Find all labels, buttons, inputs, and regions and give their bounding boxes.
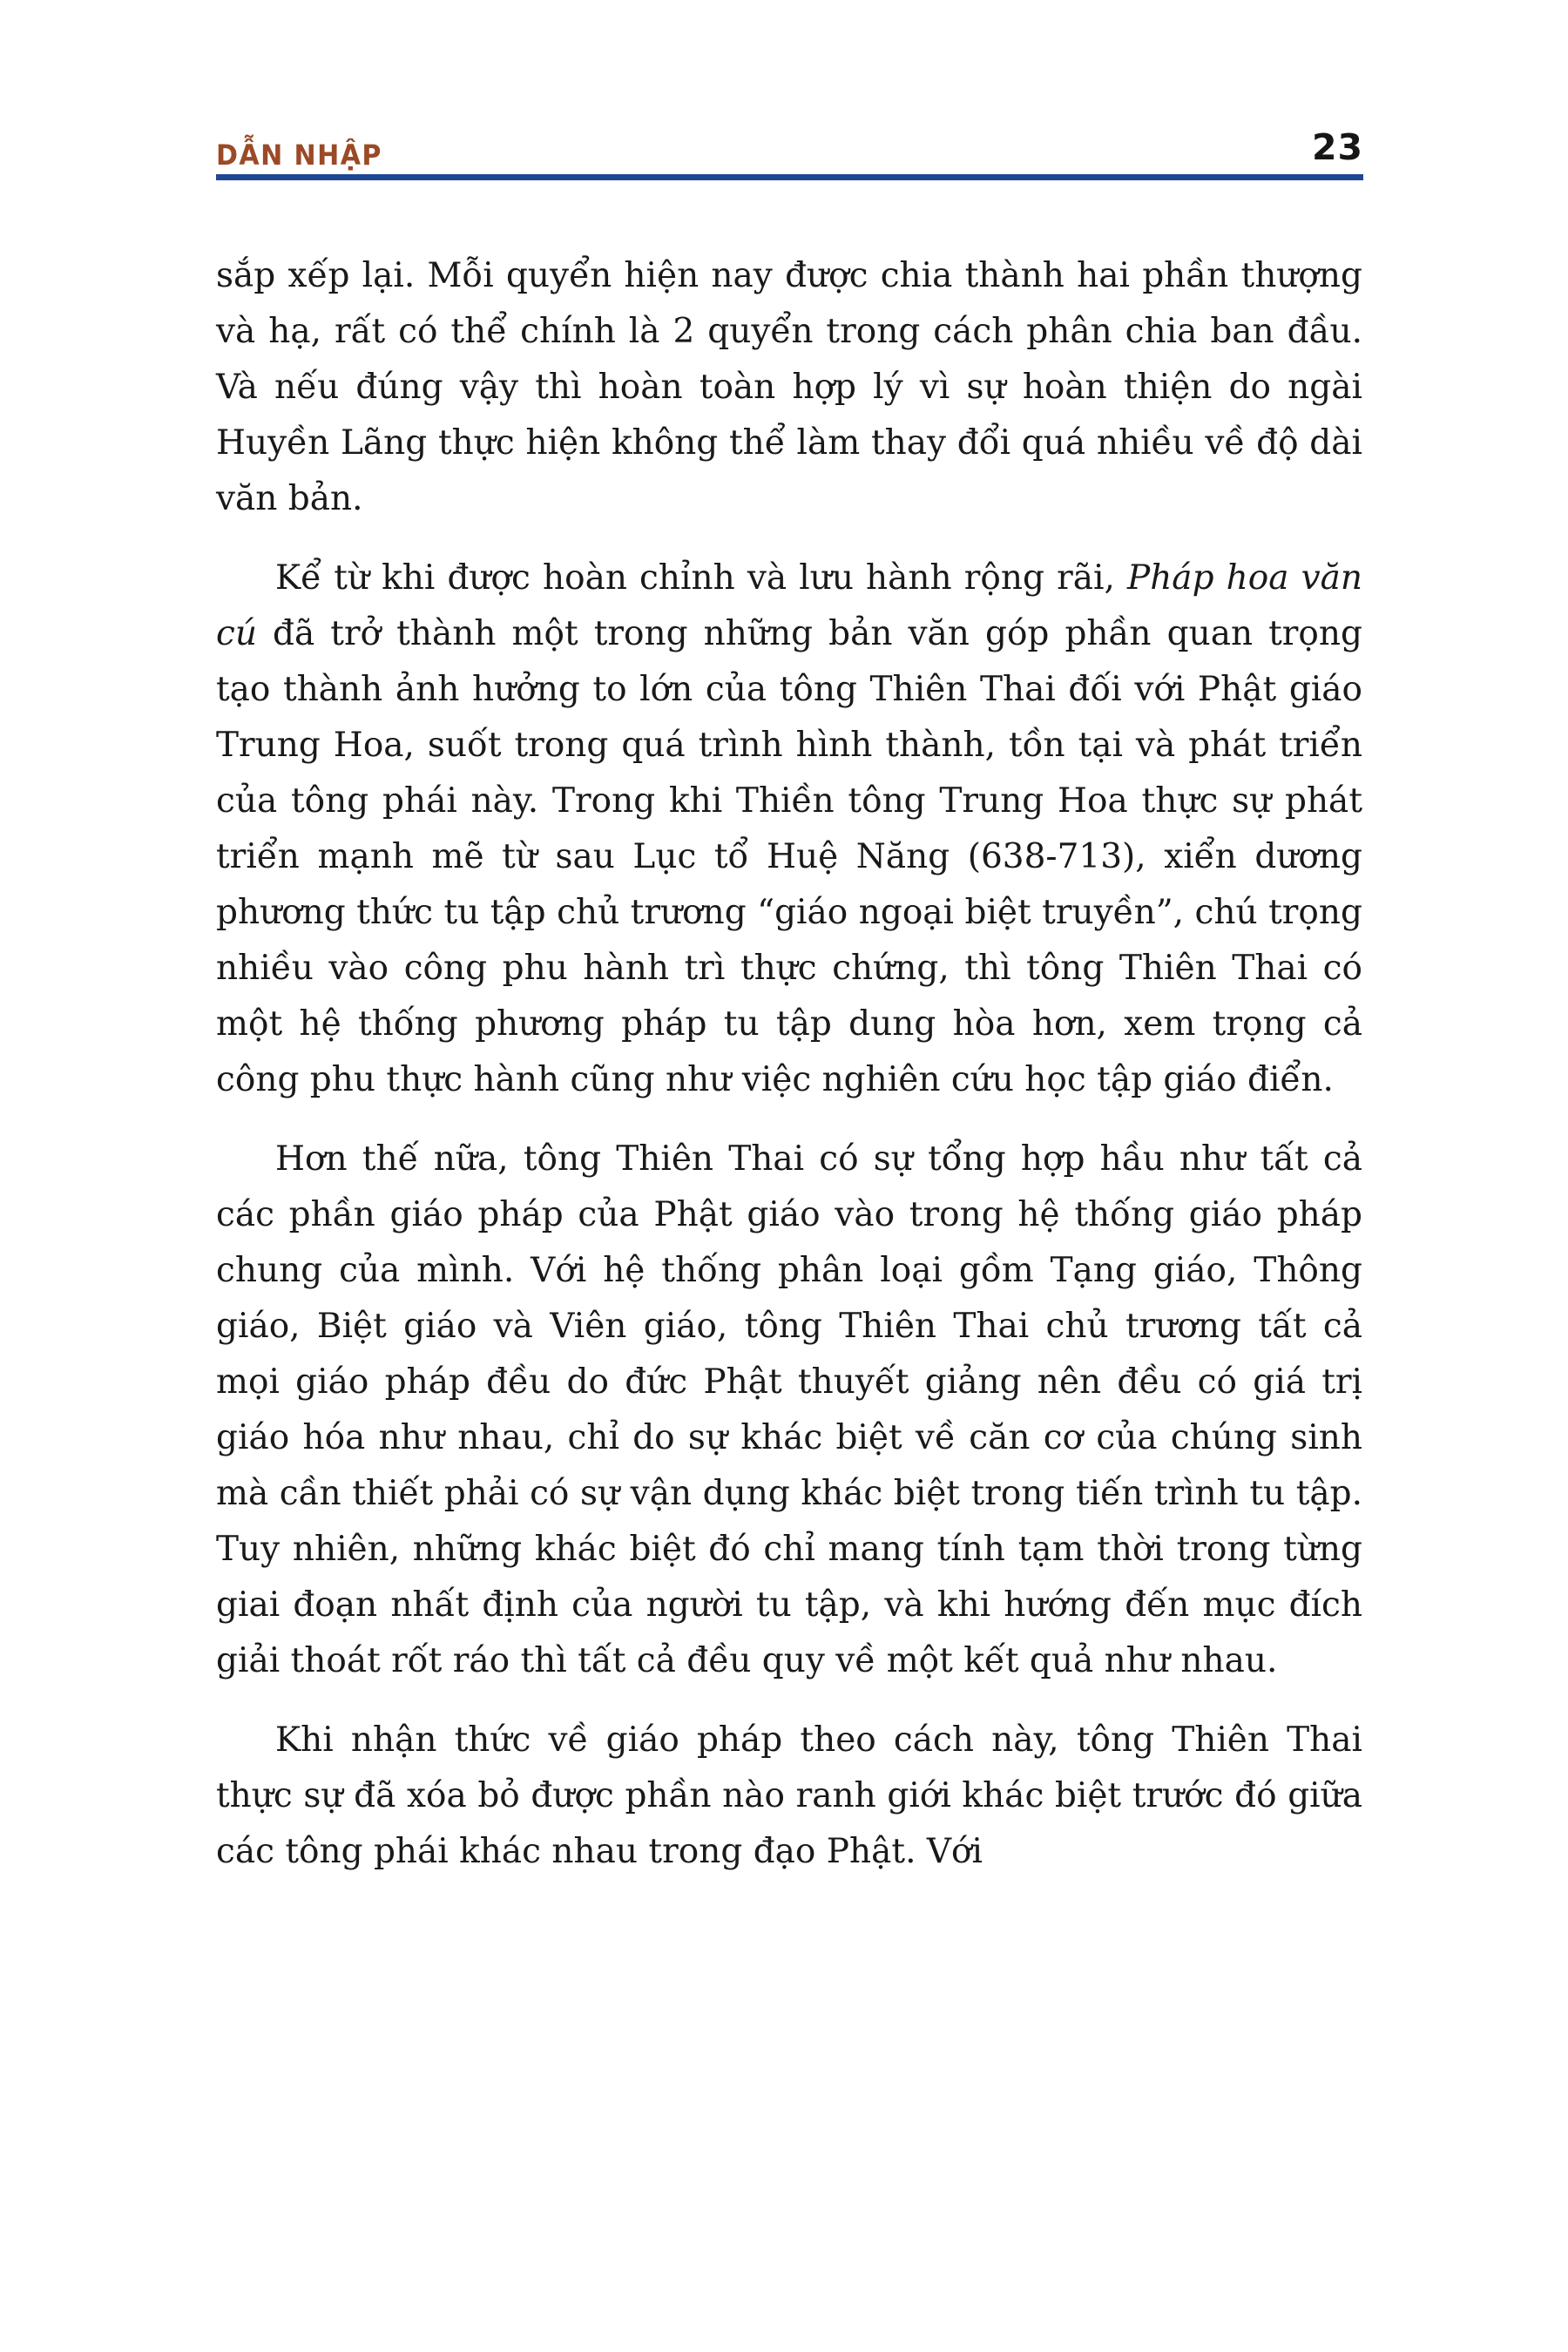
italic-text-run: Pháp hoa văn cú: [216, 558, 1362, 653]
text-run: Hơn thế nữa, tông Thiên Thai có sự tổng hợp hầu như tất cả các phần giáo pháp của Phật giáo vào trong hệ thống giáo pháp chung của mình. Với hệ thống phân loại gồm Tạng giáo, Thông giáo, Biệt giáo và Viên giáo, tông Thiên Thai chủ trương tất cả mọi giáo pháp đều do đức Phật thuyết giảng nên đều có giá trị giáo hóa như nhau, chỉ do sự khác biệt về căn cơ của chúng sinh mà cần thiết phải có sự vận dụng khác biệt trong tiến trình tu tập. Tuy nhiên, những khác biệt đó chỉ mang tính tạm thời trong từng giai đoạn nhất định của người tu tập, và khi hướng đến mục đích giải thoát rốt ráo thì tất cả đều quy về một kết quả như nhau.: [216, 1139, 1362, 1680]
paragraph: [216, 1713, 1362, 1880]
text-run: Khi nhận thức về giáo pháp theo cách này, tông Thiên Thai thực sự đã xóa bỏ được phần nào ranh giới khác biệt trước đó giữa các tông phái khác nhau trong đạo Phật. Với: [216, 1720, 1362, 1871]
paragraph: [216, 248, 1362, 527]
text-run: Kể từ khi được hoàn chỉnh và lưu hành rộng rãi,: [275, 558, 1127, 598]
page-number: 23: [1311, 126, 1363, 168]
chapter-header-title: DẪN NHẬP: [216, 139, 382, 172]
page-header: [216, 122, 1363, 174]
text-run: sắp xếp lại. Mỗi quyển hiện nay được chia thành hai phần thượng và hạ, rất có thể chính là 2 quyển trong cách phân chia ban đầu. Và nếu đúng vậy thì hoàn toàn hợp lý vì sự hoàn thiện do ngài Huyền Lãng thực hiện không thể làm thay đổi quá nhiều về độ dài văn bản.: [216, 256, 1362, 518]
header-divider-rule: [216, 174, 1363, 180]
body-text: [216, 248, 1362, 1903]
paragraph: [216, 1132, 1362, 1689]
paragraph: [216, 551, 1362, 1108]
text-run: đã trở thành một trong những bản văn góp phần quan trọng tạo thành ảnh hưởng to lớn của tông Thiên Thai đối với Phật giáo Trung Hoa, suốt trong quá trình hình thành, tồn tại và phát triển của tông phái này. Trong khi Thiền tông Trung Hoa thực sự phát triển mạnh mẽ từ sau Lục tổ Huệ Năng (638-713), xiển dương phương thức tu tập chủ trương “giáo ngoại biệt truyền”, chú trọng nhiều vào công phu hành trì thực chứng, thì tông Thiên Thai có một hệ thống phương pháp tu tập dung hòa hơn, xem trọng cả công phu thực hành cũng như việc nghiên cứu học tập giáo điển.: [216, 614, 1362, 1099]
